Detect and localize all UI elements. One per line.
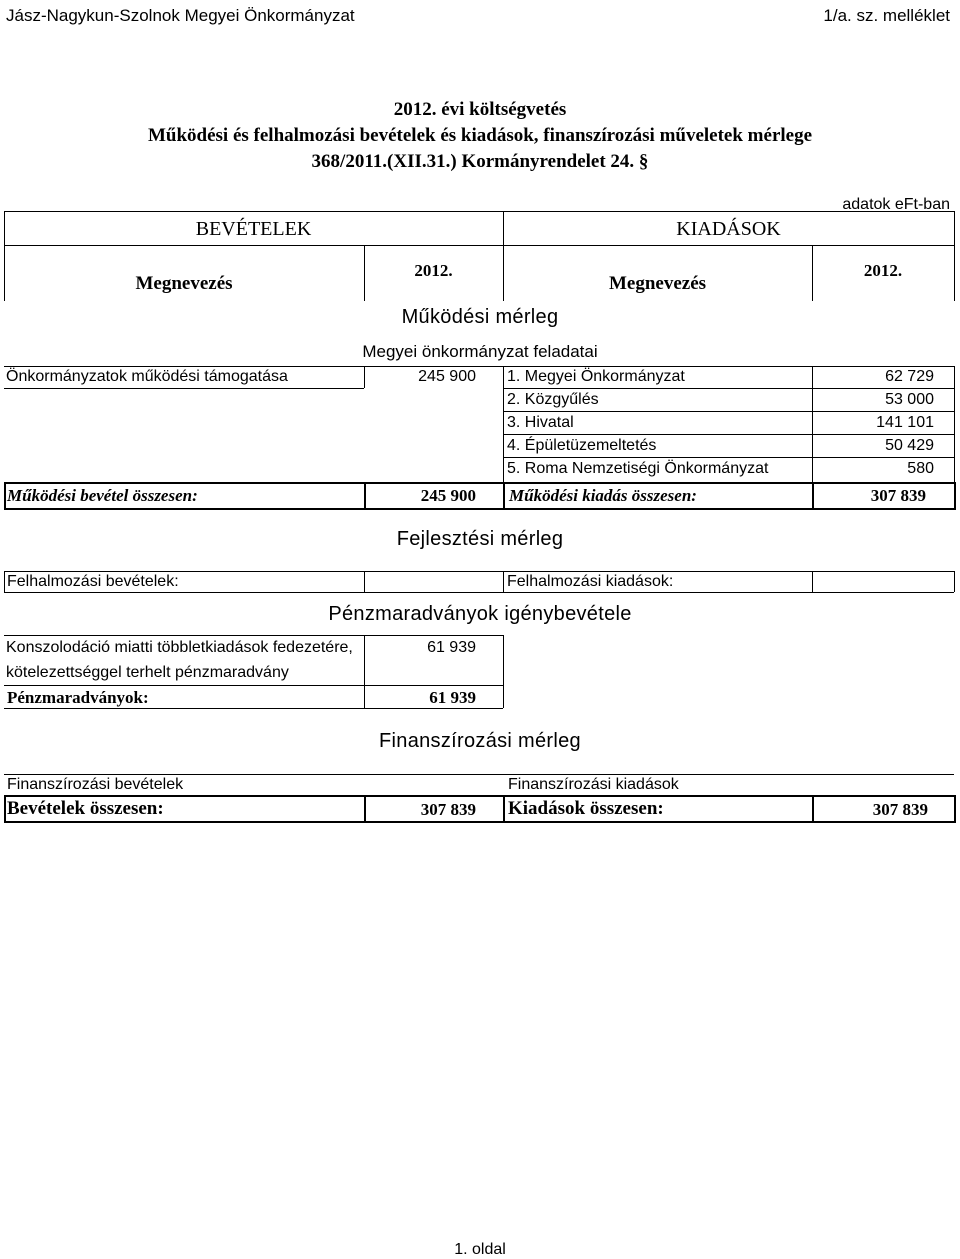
reserve-value: 61 939 (427, 639, 476, 656)
organization-name: Jász-Nagykun-Szolnok Megyei Önkormányzat (6, 6, 355, 25)
expense-value: 141 101 (876, 414, 934, 431)
reserve-description-line2: kötelezettséggel terhelt pénzmaradvány (6, 664, 289, 681)
expense-value: 53 000 (885, 391, 934, 408)
annex-label: 1/a. sz. melléklet (823, 6, 950, 25)
income-label-felhalmozasi: Felhalmozási bevételek: (7, 573, 179, 590)
reserve-total-label: Pénzmaradványok: (7, 688, 149, 707)
expense-total-label-mukodesi: Működési kiadás összesen: (509, 486, 697, 505)
section-title-fejlesztesi: Fejlesztési mérleg (396, 528, 564, 550)
income-label-mukodesi-tamogatas: Önkormányzatok működési támogatása (6, 368, 288, 385)
column-header-kiadasok: KIADÁSOK (676, 218, 781, 240)
unit-note: adatok eFt-ban (842, 196, 950, 213)
expense-total-value: 307 839 (872, 800, 928, 819)
column-megnevezes-left: Megnevezés (135, 273, 233, 294)
page-number: 1. oldal (454, 1241, 506, 1258)
income-label-finanszirozasi: Finanszírozási bevételek (7, 776, 184, 793)
expense-label: 5. Roma Nemzetiségi Önkormányzat (507, 460, 769, 477)
expense-label: 1. Megyei Önkormányzat (507, 368, 685, 385)
income-value-mukodesi-tamogatas: 245 900 (418, 368, 476, 385)
expense-value: 62 729 (885, 368, 934, 385)
expense-label-felhalmozasi: Felhalmozási kiadások: (507, 573, 674, 590)
page-subtitle: Működési és felhalmozási bevételek és kiadások, finanszírozási műveletek mérlege (147, 125, 813, 146)
expense-label: 3. Hivatal (507, 414, 574, 431)
expense-label: 2. Közgyűlés (507, 391, 599, 408)
page-title: 2012. évi költségvetés (393, 99, 567, 120)
section-title-mukodesi: Működési mérleg (401, 306, 559, 328)
section-title-penzmaradvany: Pénzmaradványok igénybevétele (328, 603, 632, 625)
reserve-description-line1: Konszolodáció miatti többletkiadások fedezetére, (6, 639, 353, 656)
expense-total-value-mukodesi: 307 839 (870, 486, 926, 505)
column-year-right: 2012. (863, 261, 903, 280)
expense-total-label: Kiadások összesen: (508, 798, 664, 819)
expense-label: 4. Épületüzemeltetés (507, 437, 657, 454)
income-total-value: 307 839 (420, 800, 476, 819)
income-total-label-mukodesi: Működési bevétel összesen: (7, 486, 198, 505)
income-total-label: Bevételek összesen: (7, 798, 164, 819)
column-header-bevetelek: BEVÉTELEK (195, 218, 312, 240)
income-total-value-mukodesi: 245 900 (420, 486, 476, 505)
expense-label-finanszirozasi: Finanszírozási kiadások (508, 776, 679, 793)
subsection-title: Megyei önkormányzat feladatai (362, 342, 598, 361)
expense-value: 50 429 (885, 437, 934, 454)
column-year-left: 2012. (414, 261, 453, 280)
regulation-reference: 368/2011.(XII.31.) Kormányrendelet 24. § (311, 151, 649, 172)
reserve-total-value: 61 939 (429, 688, 476, 707)
column-megnevezes-right: Megnevezés (608, 273, 707, 294)
expense-value: 580 (907, 460, 934, 477)
section-title-finanszirozasi: Finanszírozási mérleg (379, 730, 581, 752)
